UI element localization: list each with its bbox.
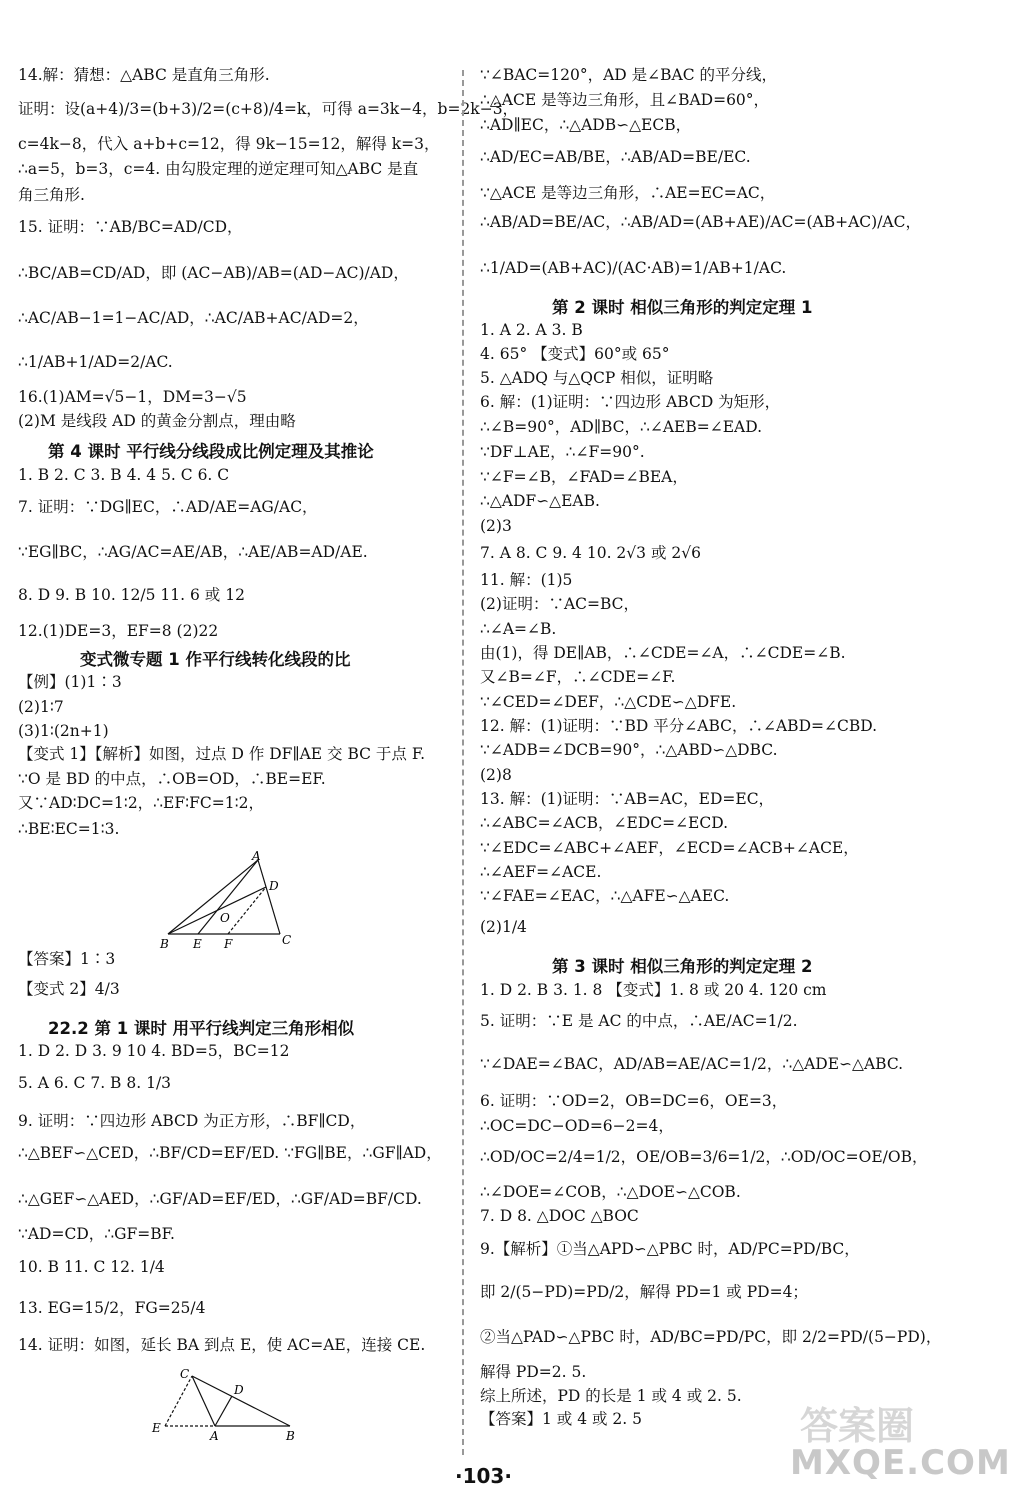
fig1-label: B: [160, 937, 169, 951]
answer-line: 1. D 2. B 3. 1. 8 【变式】1. 8 或 20 4. 120 cm: [480, 981, 827, 999]
answer-line: 9. 证明：∵四边形 ABCD 为正方形，∴BF∥CD，: [18, 1112, 366, 1130]
fig2-label: D: [234, 1383, 244, 1397]
section-heading: 第 2 课时 相似三角形的判定定理 1: [552, 298, 813, 317]
answer-line: ∵∠EDC=∠ABC+∠AEF，∠ECD=∠ACB+∠ACE，: [480, 839, 859, 857]
answer-line: 9.【解析】①当△APD∽△PBC 时，AD/PC=PD/BC，: [480, 1240, 860, 1258]
section-heading: 第 3 课时 相似三角形的判定定理 2: [552, 957, 813, 976]
answer-line: ∴a=5，b=3，c=4. 由勾股定理的逆定理可知△ABC 是直: [18, 160, 419, 178]
answer-line: ∴BE∶EC=1∶3.: [18, 820, 120, 838]
answer-line: 1. A 2. A 3. B: [480, 321, 583, 339]
answer-line: 【变式 1】【解析】如图，过点 D 作 DF∥AE 交 BC 于点 F.: [18, 745, 426, 763]
answer-line: ∴AD∥EC，∴△ADB∽△ECB，: [480, 116, 692, 134]
answer-line: 7. 证明：∵DG∥EC，∴AD/AE=AG/AC，: [18, 498, 318, 516]
fig1-label: D: [269, 879, 279, 893]
answer-line: ∴∠A=∠B.: [480, 620, 557, 638]
answer-line: c=4k−8，代入 a+b+c=12，得 9k−15=12，解得 k=3，: [18, 135, 440, 153]
fig2-label: E: [152, 1421, 161, 1435]
answer-line: (3)1∶(2n+1): [18, 722, 109, 740]
answer-line: 即 2/(5−PD)=PD/2，解得 PD=1 或 PD=4；: [480, 1283, 808, 1301]
answer-line: 14. 证明：如图，延长 BA 到点 E，使 AC=AE，连接 CE.: [18, 1336, 426, 1354]
answer-line: 4. 65° 【变式】60°或 65°: [480, 345, 670, 363]
fig1-label: O: [220, 911, 230, 925]
answer-line: ∴1/AB+1/AD=2/AC.: [18, 353, 173, 371]
answer-line: 5. A 6. C 7. B 8. 1/3: [18, 1074, 172, 1092]
column-divider: [462, 70, 464, 1455]
fig1-label: F: [224, 937, 233, 951]
answer-line: ∵∠ADB=∠DCB=90°，∴△ABD∽△DBC.: [480, 741, 778, 759]
answer-line: 【答案】1∶3: [18, 950, 116, 968]
answer-line: 8. D 9. B 10. 12/5 11. 6 或 12: [18, 586, 245, 604]
answer-line: ∵O 是 BD 的中点，∴OB=OD，∴BE=EF.: [18, 770, 326, 788]
segment-df: [228, 887, 266, 934]
answer-line: 角三角形.: [18, 186, 85, 204]
answer-line: ∴∠AEF=∠ACE.: [480, 863, 602, 881]
answer-line: 【变式 2】4/3: [18, 980, 120, 998]
answer-line: 5. 证明：∵E 是 AC 的中点，∴AE/AC=1/2.: [480, 1012, 798, 1030]
segment-ec: [165, 1376, 192, 1426]
answer-line: 综上所述，PD 的长是 1 或 4 或 2. 5.: [480, 1387, 742, 1405]
answer-line: 12.(1)DE=3，EF=8 (2)22: [18, 622, 219, 640]
fig1-label: E: [193, 937, 202, 951]
answer-line: 16.(1)AM=√5−1，DM=3−√5: [18, 388, 247, 406]
answer-line: ∵EG∥BC，∴AG/AC=AE/AB，∴AE/AB=AD/AE.: [18, 543, 368, 561]
fig2-label: A: [210, 1429, 219, 1443]
answer-line: 【例】(1)1∶3: [18, 673, 122, 691]
answer-line: (2)8: [480, 766, 512, 784]
answer-line: 15. 证明：∵AB/BC=AD/CD，: [18, 218, 243, 236]
watermark-site: MXQE.COM: [790, 1443, 1011, 1483]
answer-line: ∵∠FAE=∠EAC，∴△AFE∽△AEC.: [480, 887, 730, 905]
answer-line: 6. 解：(1)证明：∵四边形 ABCD 为矩形，: [480, 393, 781, 411]
answer-line: 由(1)，得 DE∥AB，∴∠CDE=∠A，∴∠CDE=∠B.: [480, 644, 846, 662]
answer-line: ∴∠DOE=∠COB，∴△DOE∽△COB.: [480, 1183, 741, 1201]
section-heading: 22.2 第 1 课时 用平行线判定三角形相似: [48, 1019, 355, 1038]
answer-line: ∴OC=DC−OD=6−2=4，: [480, 1117, 674, 1135]
answer-line: 13. 解：(1)证明：∵AB=AC，ED=EC，: [480, 790, 775, 808]
answer-line: ∴AC/AB−1=1−AC/AD，∴AC/AB+AC/AD=2，: [18, 309, 369, 327]
answer-line: 13. EG=15/2，FG=25/4: [18, 1299, 206, 1317]
answer-line: ∵∠BAC=120°，AD 是∠BAC 的平分线，: [480, 66, 778, 84]
answer-line: ∵△ACE 是等边三角形，∴AE=EC=AC，: [480, 184, 776, 202]
answer-line: 1. B 2. C 3. B 4. 4 5. C 6. C: [18, 466, 230, 484]
answer-line: ∴AB/AD=BE/AC，∴AB/AD=(AB+AE)/AC=(AB+AC)/AC，: [480, 213, 921, 231]
fig2-label: C: [180, 1367, 190, 1381]
answer-line: ∴OD/OC=2/4=1/2，OE/OB=3/6=1/2，∴OD/OC=OE/OB，: [480, 1148, 928, 1166]
answer-line: 5. △ADQ 与△QCP 相似，证明略: [480, 369, 714, 387]
segment-ca: [192, 1376, 215, 1426]
section-heading: 第 4 课时 平行线分线段成比例定理及其推论: [48, 442, 374, 461]
answer-line: 6. 证明：∵OD=2，OB=DC=6，OE=3，: [480, 1092, 788, 1110]
answer-line: ∴∠ABC=∠ACB，∠EDC=∠ECD.: [480, 814, 729, 832]
page-number: ·103·: [455, 1464, 512, 1488]
answer-line: 又∵AD∶DC=1∶2，∴EF∶FC=1∶2，: [18, 794, 265, 812]
watermark-title: 答案圈: [800, 1404, 915, 1448]
answer-line: (2)1∶7: [18, 698, 64, 716]
answer-line: ∴AD/EC=AB/BE，∴AB/AD=BE/EC.: [480, 148, 751, 166]
answer-line: 又∠B=∠F，∴∠CDE=∠F.: [480, 668, 676, 686]
answer-line: ∴1/AD=(AB+AC)/(AC·AB)=1/AB+1/AC.: [480, 259, 787, 277]
fig2-label: B: [286, 1429, 295, 1443]
answer-line: ②当△PAD∽△PBC 时，AD/BC=PD/PC，即 2/2=PD/(5−PD)，: [480, 1328, 942, 1346]
segment-ac: [258, 860, 280, 934]
answer-line: ∵AD=CD，∴GF=BF.: [18, 1225, 175, 1243]
answer-line: ∵DF⊥AE，∴∠F=90°.: [480, 443, 645, 461]
answer-line: (2)M 是线段 AD 的黄金分割点，理由略: [18, 412, 296, 430]
figure-triangle-abc-1: [158, 849, 298, 952]
answer-line: 14.解：猜想：△ABC 是直角三角形.: [18, 66, 270, 84]
answer-line: (2)证明：∵AC=BC，: [480, 595, 640, 613]
answer-line: 10. B 11. C 12. 1/4: [18, 1258, 165, 1276]
segment-ad: [215, 1396, 232, 1426]
answer-line: 7. D 8. △DOC △BOC: [480, 1207, 639, 1225]
answer-line: ∴△ACE 是等边三角形，且∠BAD=60°，: [480, 91, 770, 109]
answer-line: ∵∠F=∠B，∠FAD=∠BEA，: [480, 468, 688, 486]
answer-line: ∴BC/AB=CD/AD，即 (AC−AB)/AB=(AD−AC)/AD，: [18, 264, 409, 282]
answer-line: 1. D 2. D 3. 9 10 4. BD=5，BC=12: [18, 1042, 290, 1060]
fig1-label: C: [282, 933, 292, 947]
answer-line: ∴△BEF∽△CED，∴BF/CD=EF/ED. ∵FG∥BE，∴GF∥AD，: [18, 1144, 442, 1162]
answer-line: 12. 解：(1)证明：∵BD 平分∠ABC，∴∠ABD=∠CBD.: [480, 717, 878, 735]
answer-line: ∵∠CED=∠DEF，∴△CDE∽△DFE.: [480, 693, 737, 711]
answer-line: 证明：设(a+4)/3=(b+3)/2=(c+8)/4=k，可得 a=3k−4，b=2k−3，: [18, 100, 519, 118]
answer-line: 7. A 8. C 9. 4 10. 2√3 或 2√6: [480, 544, 701, 562]
answer-line: ∴△GEF∽△AED，∴GF/AD=EF/ED，∴GF/AD=BF/CD.: [18, 1190, 422, 1208]
answer-line: 11. 解：(1)5: [480, 571, 573, 589]
answer-line: (2)3: [480, 517, 512, 535]
answer-line: 【答案】1 或 4 或 2. 5: [480, 1410, 643, 1428]
figure-triangle-problem-14: [150, 1366, 300, 1442]
fig1-label: A: [252, 849, 261, 863]
answer-line: ∴∠B=90°，AD∥BC，∴∠AEB=∠EAD.: [480, 418, 763, 436]
answer-line: ∵∠DAE=∠BAC，AD/AB=AE/AC=1/2，∴△ADE∽△ABC.: [480, 1055, 904, 1073]
section-heading: 变式微专题 1 作平行线转化线段的比: [80, 650, 351, 669]
answer-line: (2)1/4: [480, 918, 527, 936]
answer-line: 解得 PD=2. 5.: [480, 1363, 587, 1381]
answer-line: ∴△ADF∽△EAB.: [480, 492, 600, 510]
